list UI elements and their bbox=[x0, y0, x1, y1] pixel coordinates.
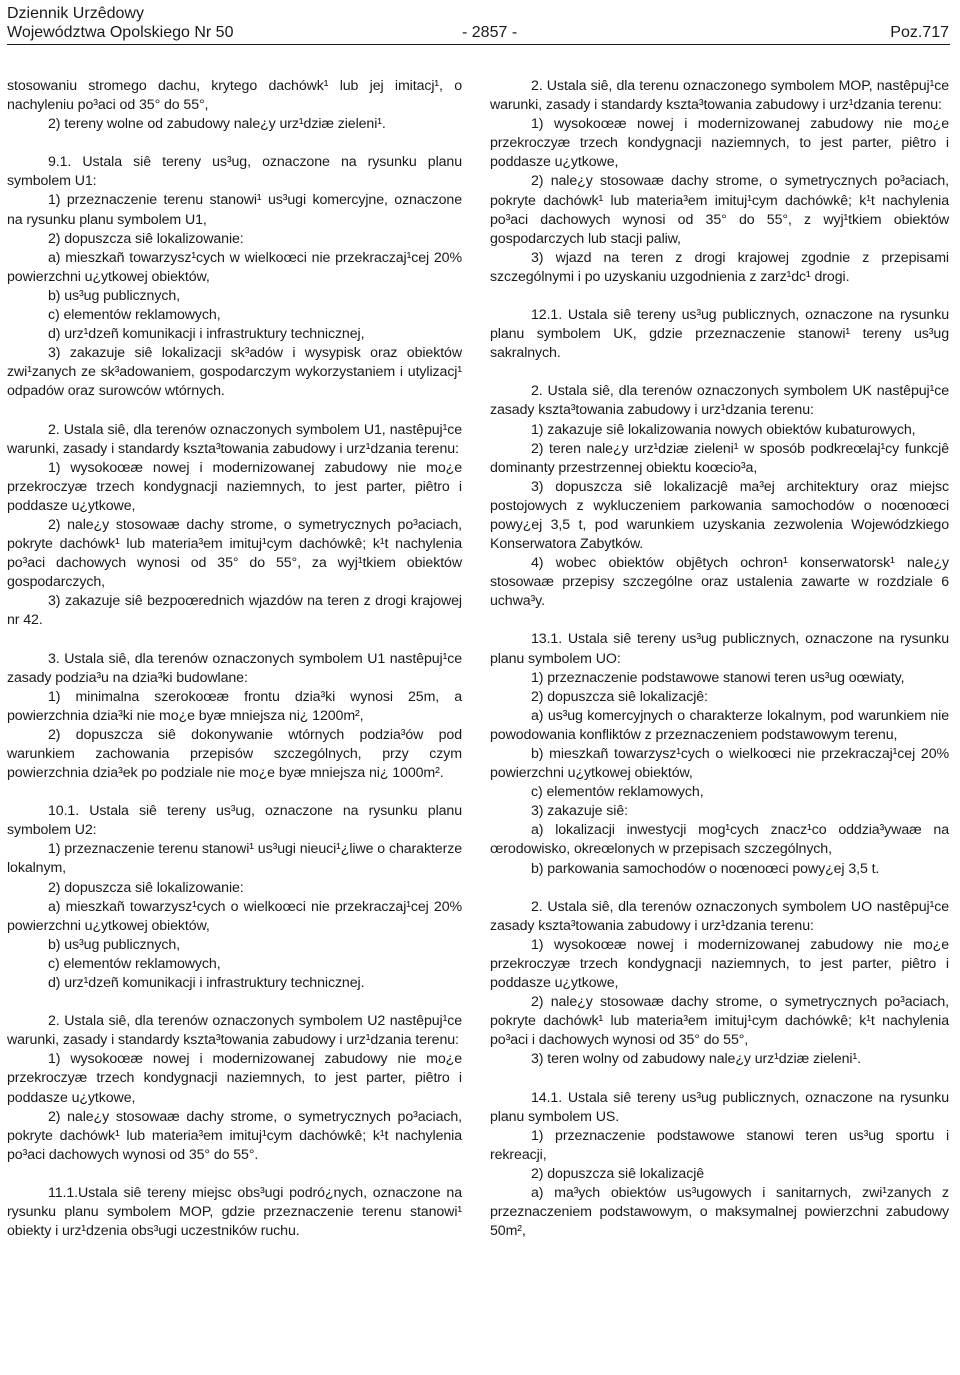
paragraph: a) lokalizacji inwestycji mog¹cych znacz¹co oddzia³ywaæ na œrodowisko, okreœlonych w przepisach szczególnych, bbox=[490, 822, 949, 858]
header-divider bbox=[7, 44, 950, 45]
left-column bbox=[7, 77, 462, 1241]
paragraph: 3. Ustala siê, dla terenów oznaczonych symbolem U1 nastêpuj¹ce zasady podzia³u na dzia³ki budowlane: bbox=[7, 650, 462, 686]
paragraph: 4) wobec obiektów objêtych ochron¹ konserwatorsk¹ nale¿y stosowaæ przepisy szczególne oraz ustalenia zawarte w rozdziale 6 uchwa³y. bbox=[490, 555, 949, 610]
paragraph: stosowaniu stromego dachu, krytego dachówk¹ lub jej imitacj¹, o nachyleniu po³aci od 35° do 55°, bbox=[7, 78, 462, 114]
paragraph: 2. Ustala siê, dla terenów oznaczonych symbolem UK nastêpuj¹ce zasady kszta³towania zabudowy i urz¹dzania terenu: bbox=[490, 383, 949, 419]
paragraph: 1) wysokoœæ nowej i modernizowanej zabudowy nie mo¿e przekroczyæ trzech kondygnacji naziemnych, to jest parter, piêtro i poddasze u¿ytkowe, bbox=[7, 1051, 462, 1106]
paragraph: c) elementów reklamowych, bbox=[48, 955, 221, 972]
paragraph: d) urz¹dzeñ komunikacji i infrastruktury technicznej, bbox=[48, 326, 365, 343]
paragraph: 2) dopuszcza siê lokalizacjê bbox=[531, 1165, 705, 1182]
paragraph: 2. Ustala siê, dla terenu oznaczonego symbolem MOP, nastêpuj¹ce warunki, zasady i standardy kszta³towania zabudowy i urz¹dzania terenu: bbox=[490, 78, 949, 114]
paragraph: 1) wysokoœæ nowej i modernizowanej zabudowy nie mo¿e przekroczyæ trzech kondygnacji naziemnych, to jest parter, piêtro i poddasze u¿ytkowe, bbox=[7, 459, 462, 514]
paragraph: 3) zakazuje siê bezpoœrednich wjazdów na teren z drogi krajowej nr 42. bbox=[7, 593, 462, 629]
journal-issue: Województwa Opolskiego Nr 50 bbox=[7, 24, 234, 41]
paragraph: c) elementów reklamowych, bbox=[531, 784, 704, 801]
paragraph: 1) wysokoœæ nowej i modernizowanej zabudowy nie mo¿e przekroczyæ trzech kondygnacji naziemnych, to jest parter, piêtro i poddasze u¿ytkowe, bbox=[490, 116, 949, 171]
paragraph: a) ma³ych obiektów us³ugowych i sanitarnych, zwi¹zanych z przeznaczeniem podstawowym, o maksymalnej powierzchni zabudowy 50m², bbox=[490, 1184, 949, 1240]
paragraph: 2) nale¿y stosowaæ dachy strome, o symetrycznych po³aciach, pokryte dachówk¹ lub materia³em imituj¹cym dachówkê; k¹t nachylenia po³aci dachowych wynosi od 35° do 55°, za wyj¹tkiem obiektów gospodarczych, bbox=[7, 516, 462, 591]
paragraph: a) mieszkañ towarzysz¹cych o wielkoœci nie przekraczaj¹cej 20% powierzchni u¿ytkowej obiektów, bbox=[7, 898, 462, 934]
paragraph: 3) wjazd na teren z drogi krajowej zgodnie z przepisami szczególnymi i po uzyskaniu uzgodnienia z zarz¹dc¹ drogi. bbox=[490, 249, 949, 285]
paragraph: 3) zakazuje siê: bbox=[531, 803, 628, 820]
paragraph: 2) dopuszcza siê dokonywanie wtórnych podzia³ów pod warunkiem zachowania przepisów szczególnych, przy czym powierzchnia dzia³ek po podziale nie mo¿e byæ mniejsza ni¿ 1000m². bbox=[7, 726, 462, 782]
page-number: - 2857 - bbox=[462, 24, 518, 41]
paragraph: 1) minimalna szerokoœæ frontu dzia³ki wynosi 25m, a powierzchnia dzia³ki nie mo¿e byæ mniejsza ni¿ 1200m², bbox=[7, 688, 462, 724]
paragraph: b) us³ug publicznych, bbox=[48, 936, 180, 953]
paragraph: 12.1. Ustala siê tereny us³ug publicznych, oznaczone na rysunku planu symbolem UK, gdzie przeznaczenie stanowi¹ tereny us³ug sakralnych. bbox=[490, 307, 949, 362]
paragraph: 1) wysokoœæ nowej i modernizowanej zabudowy nie mo¿e przekroczyæ trzech kondygnacji naziemnych, to jest parter, piêtro i poddasze u¿ytkowe, bbox=[490, 936, 949, 992]
paragraph: 9.1. Ustala siê tereny us³ug, oznaczone na rysunku planu symbolem U1: bbox=[7, 154, 462, 190]
paragraph: 13.1. Ustala siê tereny us³ug publicznych, oznaczone na rysunku planu symbolem UO: bbox=[490, 631, 949, 667]
paragraph: 2) dopuszcza siê lokalizowanie: bbox=[48, 230, 244, 247]
paragraph: 2) teren nale¿y urz¹dziæ zieleni¹ w sposób podkreœlaj¹cy funkcjê dominanty przestrzennej obiektu koœcio³a, bbox=[490, 440, 949, 476]
paragraph: 2) tereny wolne od zabudowy nale¿y urz¹dziæ zieleni¹. bbox=[48, 116, 386, 133]
paragraph: 3) teren wolny od zabudowy nale¿y urz¹dziæ zieleni¹. bbox=[531, 1051, 861, 1068]
paragraph: 2) nale¿y stosowaæ dachy strome, o symetrycznych po³aciach, pokryte dachówk¹ lub materia³em imituj¹cym dachówkê; k¹t nachylenia po³aci dachowych wynosi od 35° do 55°. bbox=[7, 1108, 462, 1163]
paragraph: 2) nale¿y stosowaæ dachy strome, o symetrycznych po³aciach, pokryte dachówk¹ lub materia³em imituj¹cym dachówkê; k¹t nachylenia po³aci dachowych wynosi od 35° do 55°, z wyj¹tkiem obiektów gospodarczych lub stacji paliw, bbox=[490, 173, 949, 247]
paragraph: 2. Ustala siê, dla terenów oznaczonych symbolem UO nastêpuj¹ce zasady kszta³towania zabudowy i urz¹dzania terenu: bbox=[490, 898, 949, 934]
paragraph: 14.1. Ustala siê tereny us³ug publicznych, oznaczone na rysunku planu symbolem US. bbox=[490, 1089, 949, 1125]
paragraph: 2. Ustala siê, dla terenów oznaczonych symbolem U1, nastêpuj¹ce warunki, zasady i standardy kszta³towania zabudowy i urz¹dzania terenu: bbox=[7, 421, 462, 457]
paragraph: 1) przeznaczenie podstawowe stanowi teren us³ug oœwiaty, bbox=[531, 669, 905, 686]
paragraph: 2) dopuszcza siê lokalizacjê: bbox=[531, 688, 708, 705]
paragraph: c) elementów reklamowych, bbox=[48, 307, 221, 324]
paragraph: 10.1. Ustala siê tereny us³ug, oznaczone na rysunku planu symbolem U2: bbox=[7, 803, 462, 839]
paragraph: 1) zakazuje siê lokalizowania nowych obiektów kubaturowych, bbox=[531, 421, 916, 438]
paragraph: b) parkowania samochodów o noœnoœci powy¿ej 3,5 t. bbox=[531, 860, 880, 877]
paragraph: a) us³ug komercyjnych o charakterze lokalnym, pod warunkiem nie powodowania konfliktów z przeznaczeniem podstawowym terenu, bbox=[490, 707, 949, 743]
right-column bbox=[490, 77, 949, 1241]
page-header bbox=[7, 4, 949, 42]
paragraph: 1) przeznaczenie terenu stanowi¹ us³ugi nieuci¹¿liwe o charakterze lokalnym, bbox=[7, 841, 462, 877]
paragraph: b) us³ug publicznych, bbox=[48, 287, 180, 304]
paragraph: d) urz¹dzeñ komunikacji i infrastruktury technicznej. bbox=[48, 975, 365, 992]
paragraph: 3) zakazuje siê lokalizacji sk³adów i wysypisk oraz obiektów zwi¹zanych ze sk³adowaniem, gospodarczym wykorzystaniem i utylizacj¹ odpadów oraz surowców wtórnych. bbox=[7, 345, 462, 400]
journal-title: Dziennik Urzêdowy bbox=[7, 5, 144, 22]
paragraph: 2. Ustala siê, dla terenów oznaczonych symbolem U2 nastêpuj¹ce warunki, zasady i standardy kszta³towania zabudowy i urz¹dzania terenu: bbox=[7, 1013, 462, 1049]
paragraph: 1) przeznaczenie podstawowe stanowi teren us³ug sportu i rekreacji, bbox=[490, 1127, 949, 1163]
paragraph: 2) dopuszcza siê lokalizowanie: bbox=[48, 879, 244, 896]
paragraph: a) mieszkañ towarzysz¹cych w wielkoœci nie przekraczaj¹cej 20% powierzchni u¿ytkowej obiektów, bbox=[7, 249, 462, 285]
paragraph: 11.1.Ustala siê tereny miejsc obs³ugi podró¿nych, oznaczone na rysunku planu symbolem MOP, gdzie przeznaczenie terenu stanowi¹ obiekty i urz¹dzenia obs³ugi uczestników ruchu. bbox=[7, 1184, 462, 1240]
position-number: Poz.717 bbox=[890, 24, 949, 41]
paragraph: 2) nale¿y stosowaæ dachy strome, o symetrycznych po³aciach, pokryte dachówk¹ lub materia³em imituj¹cym dachówkê; k¹t nachylenia po³aci i dachowych wynosi od 35° do 55°, bbox=[490, 994, 949, 1049]
paragraph: b) mieszkañ towarzysz¹cych o wielkoœci nie przekraczaj¹cej 20% powierzchni u¿ytkowej obiektów, bbox=[490, 746, 949, 782]
paragraph: 1) przeznaczenie terenu stanowi¹ us³ugi komercyjne, oznaczone na rysunku planu symbolem U1, bbox=[7, 192, 462, 228]
paragraph: 3) dopuszcza siê lokalizacjê ma³ej architektury oraz miejsc postojowych z wykluczeniem parkowania samochodów o noœnoœci powy¿ej 3,5 t, pod warunkiem uzyskania zezwolenia Wojewódzkiego Konserwatora Zabytków. bbox=[490, 478, 949, 553]
